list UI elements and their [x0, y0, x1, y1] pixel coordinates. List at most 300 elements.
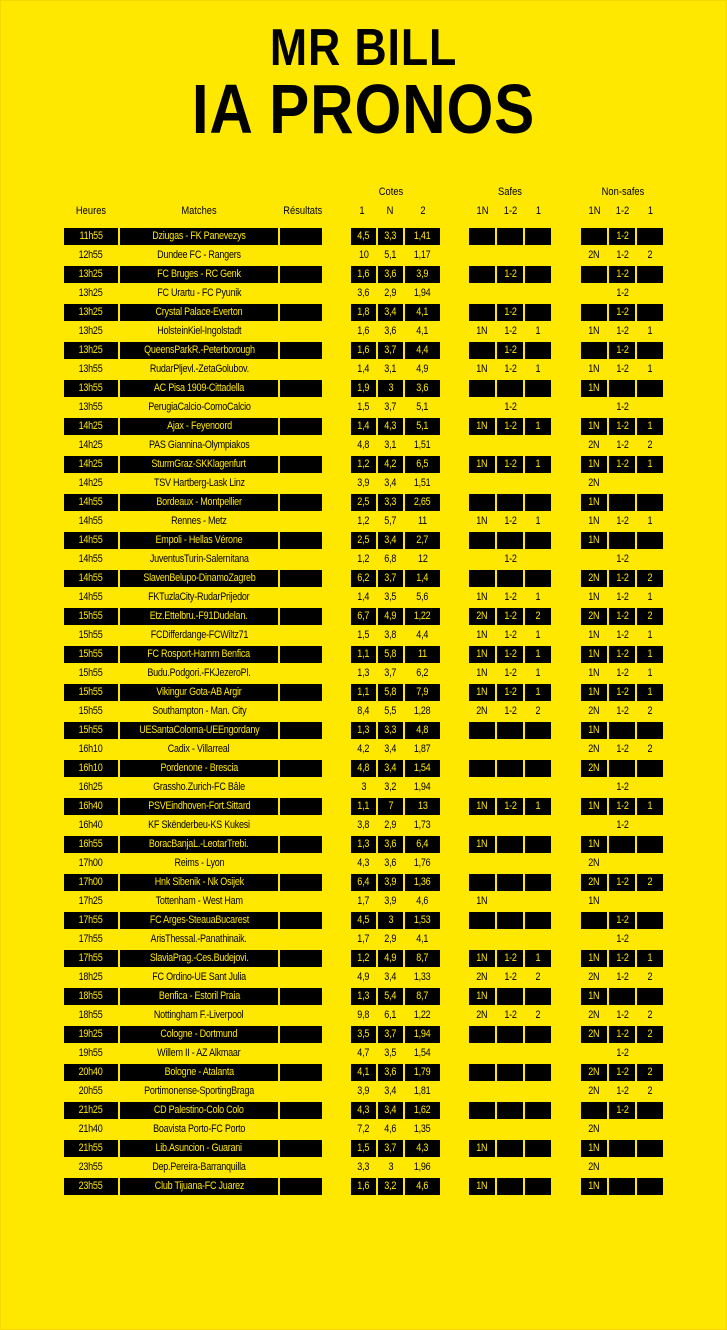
nonsafe-1-cell: [637, 1178, 663, 1195]
nonsafe-1-cell: 2: [647, 971, 653, 983]
time-cell: 13h25: [79, 287, 103, 299]
safe-12-cell: 1-2: [497, 798, 523, 815]
result-cell: [280, 570, 322, 587]
match-cell: Willem II - AZ Alkmaar: [157, 1047, 241, 1059]
result-cell: [280, 912, 322, 929]
safe-1-cell: 1: [525, 418, 551, 435]
result-cell: [280, 798, 322, 815]
nonsafe-1-cell: [637, 722, 663, 739]
safe-1-cell: [525, 247, 551, 264]
nonsafe-1n-cell: 1N: [581, 836, 607, 853]
safe-1-cell: 1: [535, 667, 541, 679]
odds-1-cell: 3,9: [357, 477, 370, 489]
nonsafe-12-cell: 1-2: [615, 1085, 629, 1097]
table-row: [0, 399, 727, 416]
safe-12-cell: [497, 722, 523, 739]
safe-12-cell: 1-2: [497, 456, 523, 473]
odds-1-cell: 1,1: [351, 684, 376, 701]
nonsafe-12-cell: 1-2: [615, 933, 629, 945]
result-cell: [280, 1102, 322, 1119]
time-cell: 17h00: [79, 857, 103, 869]
time-cell: 13h55: [79, 363, 103, 375]
result-cell: [280, 722, 322, 739]
odds-1-cell: 1,5: [351, 1140, 376, 1157]
nonsafe-1n-cell: [581, 931, 607, 948]
nonsafe-1n-cell: 2N: [581, 874, 607, 891]
header-cote-1: 1: [359, 205, 365, 217]
safe-1n-cell: 1N: [469, 1178, 495, 1195]
odds-2-cell: 1,87: [414, 743, 431, 755]
nonsafe-1-cell: [637, 817, 663, 834]
result-cell: [280, 532, 322, 549]
result-cell: [280, 228, 322, 245]
nonsafe-1n-cell: 1N: [581, 722, 607, 739]
nonsafe-12-cell: 1-2: [615, 591, 629, 603]
nonsafe-1-cell: [637, 475, 663, 492]
result-cell: [280, 969, 322, 986]
nonsafe-12-cell: 1-2: [609, 1064, 635, 1081]
nonsafe-1n-cell: 1N: [581, 1178, 607, 1195]
time-cell: 19h55: [79, 1047, 103, 1059]
table-row: [0, 779, 727, 796]
odds-1-cell: 1,4: [357, 591, 370, 603]
safe-1n-cell: 1N: [469, 646, 495, 663]
odds-2-cell: 4,4: [416, 629, 429, 641]
safe-1n-cell: 1N: [469, 798, 495, 815]
table-row: [0, 665, 727, 682]
time-cell: 13h25: [79, 325, 103, 337]
safe-1n-cell: [469, 1083, 495, 1100]
odds-2-cell: 4,1: [405, 304, 440, 321]
odds-1-cell: 1,6: [351, 342, 376, 359]
safe-1n-cell: [469, 1045, 495, 1062]
odds-2-cell: 1,94: [405, 1026, 440, 1043]
time-cell: 17h00: [64, 874, 118, 891]
table-row: [0, 741, 727, 758]
nonsafe-12-cell: 1-2: [609, 418, 635, 435]
result-cell: [280, 399, 322, 416]
nonsafe-12-cell: 1-2: [609, 950, 635, 967]
odds-n-cell: 6,1: [384, 1009, 397, 1021]
result-cell: [280, 551, 322, 568]
safe-12-cell: [497, 285, 523, 302]
safe-12-cell: [497, 1121, 523, 1138]
table-row: [0, 684, 727, 701]
nonsafe-1n-cell: 1N: [588, 363, 600, 375]
odds-1-cell: 1,2: [357, 515, 370, 527]
nonsafe-1-cell: [637, 342, 663, 359]
odds-n-cell: 3,5: [384, 1047, 397, 1059]
time-cell: 17h25: [79, 895, 103, 907]
safe-1n-cell: 1N: [469, 1140, 495, 1157]
match-cell: FCDifferdange-FCWiltz71: [150, 629, 248, 641]
odds-1-cell: 1,7: [357, 895, 370, 907]
time-cell: 14h55: [64, 494, 118, 511]
safe-1n-cell: [469, 817, 495, 834]
odds-n-cell: 3,4: [378, 532, 403, 549]
safe-1n-cell: 1N: [469, 684, 495, 701]
header-matches: Matches: [181, 205, 217, 217]
odds-n-cell: 4,9: [378, 608, 403, 625]
odds-n-cell: 3,7: [378, 342, 403, 359]
table-row: [0, 874, 727, 891]
safe-12-cell: 1-2: [503, 667, 517, 679]
odds-2-cell: 1,51: [414, 439, 431, 451]
safe-12-cell: 1-2: [497, 608, 523, 625]
nonsafe-12-cell: [609, 475, 635, 492]
nonsafe-12-cell: [609, 380, 635, 397]
safe-1n-cell: [469, 722, 495, 739]
safe-12-cell: 1-2: [497, 418, 523, 435]
table-row: [0, 304, 727, 321]
nonsafe-1n-cell: 2N: [588, 971, 600, 983]
odds-2-cell: 6,5: [405, 456, 440, 473]
safe-1-cell: [525, 570, 551, 587]
odds-1-cell: 2,5: [351, 532, 376, 549]
time-cell: 12h55: [79, 249, 103, 261]
safe-1n-cell: [469, 551, 495, 568]
odds-2-cell: 1,33: [414, 971, 431, 983]
result-cell: [280, 418, 322, 435]
odds-2-cell: 1,54: [414, 1047, 431, 1059]
nonsafe-1n-cell: 1N: [588, 515, 600, 527]
match-cell: UESantaColoma-UEEngordany: [120, 722, 278, 739]
nonsafe-1n-cell: 1N: [588, 629, 600, 641]
match-cell: Reims - Lyon: [174, 857, 224, 869]
nonsafe-1-cell: [637, 893, 663, 910]
odds-n-cell: 3,3: [378, 228, 403, 245]
safe-1-cell: [525, 779, 551, 796]
nonsafe-1n-cell: 2N: [581, 1064, 607, 1081]
safe-1-cell: 1: [535, 515, 541, 527]
odds-2-cell: 4,4: [405, 342, 440, 359]
result-cell: [280, 836, 322, 853]
nonsafe-1n-cell: [581, 266, 607, 283]
match-cell: CD Palestino-Colo Colo: [120, 1102, 278, 1119]
nonsafe-1n-cell: 2N: [588, 477, 600, 489]
odds-2-cell: 1,22: [405, 608, 440, 625]
table-row: [0, 836, 727, 853]
odds-n-cell: 5,4: [378, 988, 403, 1005]
match-cell: Vikingur Gota-AB Argir: [120, 684, 278, 701]
match-cell: FC Rosport-Hamm Benfica: [120, 646, 278, 663]
safe-12-cell: [497, 247, 523, 264]
safe-1n-cell: 1N: [476, 629, 488, 641]
safe-1n-cell: 2N: [469, 608, 495, 625]
safe-1-cell: [525, 399, 551, 416]
safe-1n-cell: [469, 1026, 495, 1043]
safe-1-cell: [525, 1083, 551, 1100]
safe-1n-cell: 1N: [476, 667, 488, 679]
nonsafe-12-cell: 1-2: [615, 287, 629, 299]
odds-2-cell: 1,41: [405, 228, 440, 245]
safe-1-cell: [525, 266, 551, 283]
match-cell: SlavenBelupo-DinamoZagreb: [120, 570, 278, 587]
safe-1-cell: [525, 494, 551, 511]
nonsafe-1n-cell: 1N: [581, 494, 607, 511]
nonsafe-12-cell: 1-2: [609, 684, 635, 701]
time-cell: 16h25: [79, 781, 103, 793]
safe-12-cell: [497, 836, 523, 853]
odds-n-cell: 4,6: [384, 1123, 397, 1135]
nonsafe-1n-cell: 2N: [588, 1009, 600, 1021]
safe-12-cell: 1-2: [503, 515, 517, 527]
result-cell: [280, 874, 322, 891]
odds-n-cell: 5,8: [378, 646, 403, 663]
match-cell: Bologne - Atalanta: [120, 1064, 278, 1081]
nonsafe-1n-cell: 2N: [581, 760, 607, 777]
odds-n-cell: 3,7: [378, 1140, 403, 1157]
odds-1-cell: 1,3: [351, 836, 376, 853]
nonsafe-1n-cell: 1N: [581, 798, 607, 815]
odds-2-cell: 7,9: [405, 684, 440, 701]
odds-1-cell: 6,4: [351, 874, 376, 891]
odds-n-cell: 5,5: [384, 705, 397, 717]
time-cell: 16h10: [64, 760, 118, 777]
odds-n-cell: 5,1: [384, 249, 397, 261]
odds-2-cell: 5,1: [416, 401, 429, 413]
nonsafe-1-cell: [637, 760, 663, 777]
title-line-2: IA PRONOS: [191, 70, 536, 148]
safe-1-cell: [525, 1045, 551, 1062]
nonsafe-1-cell: 1: [647, 325, 653, 337]
safe-12-cell: [497, 760, 523, 777]
safe-1-cell: [525, 1159, 551, 1176]
safe-12-cell: 1-2: [503, 363, 517, 375]
result-cell: [280, 513, 322, 530]
nonsafe-12-cell: 1-2: [615, 363, 629, 375]
odds-1-cell: 1,4: [351, 418, 376, 435]
safe-1-cell: [525, 1102, 551, 1119]
safe-1n-cell: [469, 760, 495, 777]
safe-12-cell: [497, 1140, 523, 1157]
nonsafe-1n-cell: 1N: [581, 950, 607, 967]
safe-1n-cell: 2N: [476, 705, 488, 717]
match-cell: JuventusTurin-Salernitana: [149, 553, 249, 565]
time-cell: 19h25: [64, 1026, 118, 1043]
safe-1n-cell: [469, 855, 495, 872]
match-cell: FC Arges-SteauaBucarest: [120, 912, 278, 929]
safe-1n-cell: [469, 779, 495, 796]
odds-1-cell: 3: [361, 781, 366, 793]
odds-n-cell: 3,7: [384, 667, 397, 679]
time-cell: 14h25: [64, 456, 118, 473]
odds-n-cell: 3,4: [384, 1085, 397, 1097]
safe-1n-cell: [469, 874, 495, 891]
safe-1-cell: 1: [525, 798, 551, 815]
odds-1-cell: 4,8: [351, 760, 376, 777]
table-row: [0, 513, 727, 530]
nonsafe-1-cell: 1: [637, 456, 663, 473]
nonsafe-1-cell: 1: [637, 646, 663, 663]
table-row: [0, 1178, 727, 1195]
table-row: [0, 760, 727, 777]
table-row: [0, 418, 727, 435]
nonsafe-1-cell: [637, 228, 663, 245]
match-cell: Etz.Ettelbru.-F91Dudelan.: [120, 608, 278, 625]
odds-2-cell: 13: [405, 798, 440, 815]
safe-1n-cell: [469, 532, 495, 549]
nonsafe-12-cell: 1-2: [609, 798, 635, 815]
result-cell: [280, 1083, 322, 1100]
nonsafe-1n-cell: [581, 228, 607, 245]
safe-1-cell: [525, 437, 551, 454]
safe-1-cell: 2: [535, 971, 541, 983]
safe-12-cell: 1-2: [497, 342, 523, 359]
table-row: [0, 912, 727, 929]
safe-1n-cell: [469, 1159, 495, 1176]
nonsafe-12-cell: 1-2: [615, 971, 629, 983]
match-cell: Dep.Pereira-Barranquilla: [152, 1161, 246, 1173]
odds-n-cell: 3,3: [378, 494, 403, 511]
match-cell: Lib.Asuncion - Guarani: [120, 1140, 278, 1157]
nonsafe-12-cell: [609, 893, 635, 910]
safe-1-cell: [525, 893, 551, 910]
odds-2-cell: 1,81: [414, 1085, 431, 1097]
match-cell: SlaviaPrag.-Ces.Budejovi.: [120, 950, 278, 967]
nonsafe-1n-cell: 1N: [581, 988, 607, 1005]
odds-n-cell: 3,4: [384, 971, 397, 983]
safe-12-cell: [497, 1045, 523, 1062]
nonsafe-1-cell: 2: [647, 1009, 653, 1021]
odds-1-cell: 1,2: [357, 553, 370, 565]
odds-2-cell: 1,28: [414, 705, 431, 717]
safe-1n-cell: 2N: [476, 1009, 488, 1021]
nonsafe-1n-cell: 1N: [581, 646, 607, 663]
nonsafe-1-cell: 2: [647, 743, 653, 755]
safe-12-cell: [497, 912, 523, 929]
header-safe-12: 1-2: [503, 205, 518, 217]
safe-1-cell: 1: [525, 456, 551, 473]
header-nonsafe-1: 1: [647, 205, 654, 217]
nonsafe-1n-cell: 2N: [588, 1085, 600, 1097]
odds-n-cell: 3,4: [384, 477, 397, 489]
match-cell: FKTuzlaCity-RudarPrijedor: [148, 591, 250, 603]
odds-2-cell: 2,65: [405, 494, 440, 511]
odds-n-cell: 3,9: [384, 895, 397, 907]
nonsafe-1-cell: 1: [647, 629, 653, 641]
odds-2-cell: 6,4: [405, 836, 440, 853]
match-cell: Cologne - Dortmund: [120, 1026, 278, 1043]
safe-12-cell: 1-2: [503, 325, 517, 337]
safe-12-cell: [497, 931, 523, 948]
nonsafe-1-cell: [637, 285, 663, 302]
time-cell: 14h25: [79, 439, 103, 451]
safe-1-cell: [525, 228, 551, 245]
title-line-1: MR BILL: [269, 19, 458, 77]
time-cell: 14h55: [64, 532, 118, 549]
match-cell: Dziugas - FK Panevezys: [120, 228, 278, 245]
result-cell: [280, 456, 322, 473]
nonsafe-1-cell: [637, 855, 663, 872]
nonsafe-12-cell: 1-2: [609, 1102, 635, 1119]
safe-1n-cell: [469, 931, 495, 948]
safe-1n-cell: [469, 304, 495, 321]
table-row: [0, 228, 727, 245]
time-cell: 20h40: [64, 1064, 118, 1081]
odds-n-cell: 7: [378, 798, 403, 815]
safe-1-cell: [525, 817, 551, 834]
table-row: [0, 988, 727, 1005]
odds-2-cell: 1,53: [405, 912, 440, 929]
odds-n-cell: 3,1: [384, 363, 397, 375]
match-cell: Hnk Sibenik - Nk Osijek: [120, 874, 278, 891]
nonsafe-1-cell: [637, 494, 663, 511]
table-row: [0, 1121, 727, 1138]
safe-1n-cell: [469, 285, 495, 302]
odds-2-cell: 1,35: [414, 1123, 431, 1135]
nonsafe-1n-cell: [581, 399, 607, 416]
safe-1n-cell: [469, 570, 495, 587]
table-row: [0, 1159, 727, 1176]
safe-1n-cell: [469, 494, 495, 511]
result-cell: [280, 494, 322, 511]
odds-n-cell: 5,8: [378, 684, 403, 701]
safe-1n-cell: [469, 399, 495, 416]
odds-2-cell: 4,3: [405, 1140, 440, 1157]
safe-1n-cell: 1N: [476, 591, 488, 603]
odds-1-cell: 4,9: [357, 971, 370, 983]
result-cell: [280, 703, 322, 720]
match-cell: FC Bruges - RC Genk: [120, 266, 278, 283]
nonsafe-12-cell: [609, 722, 635, 739]
time-cell: 16h55: [64, 836, 118, 853]
time-cell: 15h55: [64, 722, 118, 739]
odds-2-cell: 5,6: [416, 591, 429, 603]
nonsafe-1n-cell: [581, 285, 607, 302]
odds-1-cell: 1,4: [357, 363, 370, 375]
nonsafe-12-cell: 1-2: [609, 456, 635, 473]
safe-1n-cell: 2N: [476, 971, 488, 983]
time-cell: 13h25: [64, 342, 118, 359]
safe-1-cell: [525, 285, 551, 302]
nonsafe-12-cell: 1-2: [609, 228, 635, 245]
odds-2-cell: 4,9: [416, 363, 429, 375]
nonsafe-1-cell: [637, 551, 663, 568]
nonsafe-1n-cell: [581, 551, 607, 568]
nonsafe-1n-cell: 2N: [588, 249, 600, 261]
table-row: [0, 323, 727, 340]
safe-1-cell: [525, 741, 551, 758]
header-nonsafes: Non-safes: [601, 186, 645, 198]
odds-1-cell: 4,3: [351, 1102, 376, 1119]
nonsafe-1n-cell: 1N: [588, 325, 600, 337]
nonsafe-1-cell: 1: [637, 418, 663, 435]
result-cell: [280, 1178, 322, 1195]
nonsafe-1-cell: 1: [637, 684, 663, 701]
result-cell: [280, 684, 322, 701]
result-cell: [280, 380, 322, 397]
match-cell: Budu.Podgori.-FKJezeroPl.: [147, 667, 251, 679]
nonsafe-1-cell: 1: [647, 515, 653, 527]
result-cell: [280, 475, 322, 492]
time-cell: 21h40: [79, 1123, 103, 1135]
nonsafe-1-cell: [637, 931, 663, 948]
nonsafe-1-cell: [637, 988, 663, 1005]
nonsafe-1-cell: [637, 380, 663, 397]
safe-1-cell: 2: [535, 1009, 541, 1021]
match-cell: QueensParkR.-Peterborough: [120, 342, 278, 359]
time-cell: 21h55: [64, 1140, 118, 1157]
match-cell: Club Tijuana-FC Juarez: [120, 1178, 278, 1195]
odds-n-cell: 3: [378, 912, 403, 929]
safe-12-cell: [497, 1083, 523, 1100]
odds-n-cell: 3,2: [378, 1178, 403, 1195]
nonsafe-12-cell: [609, 1178, 635, 1195]
table-row: [0, 950, 727, 967]
safe-12-cell: [497, 1102, 523, 1119]
nonsafe-12-cell: 1-2: [609, 570, 635, 587]
